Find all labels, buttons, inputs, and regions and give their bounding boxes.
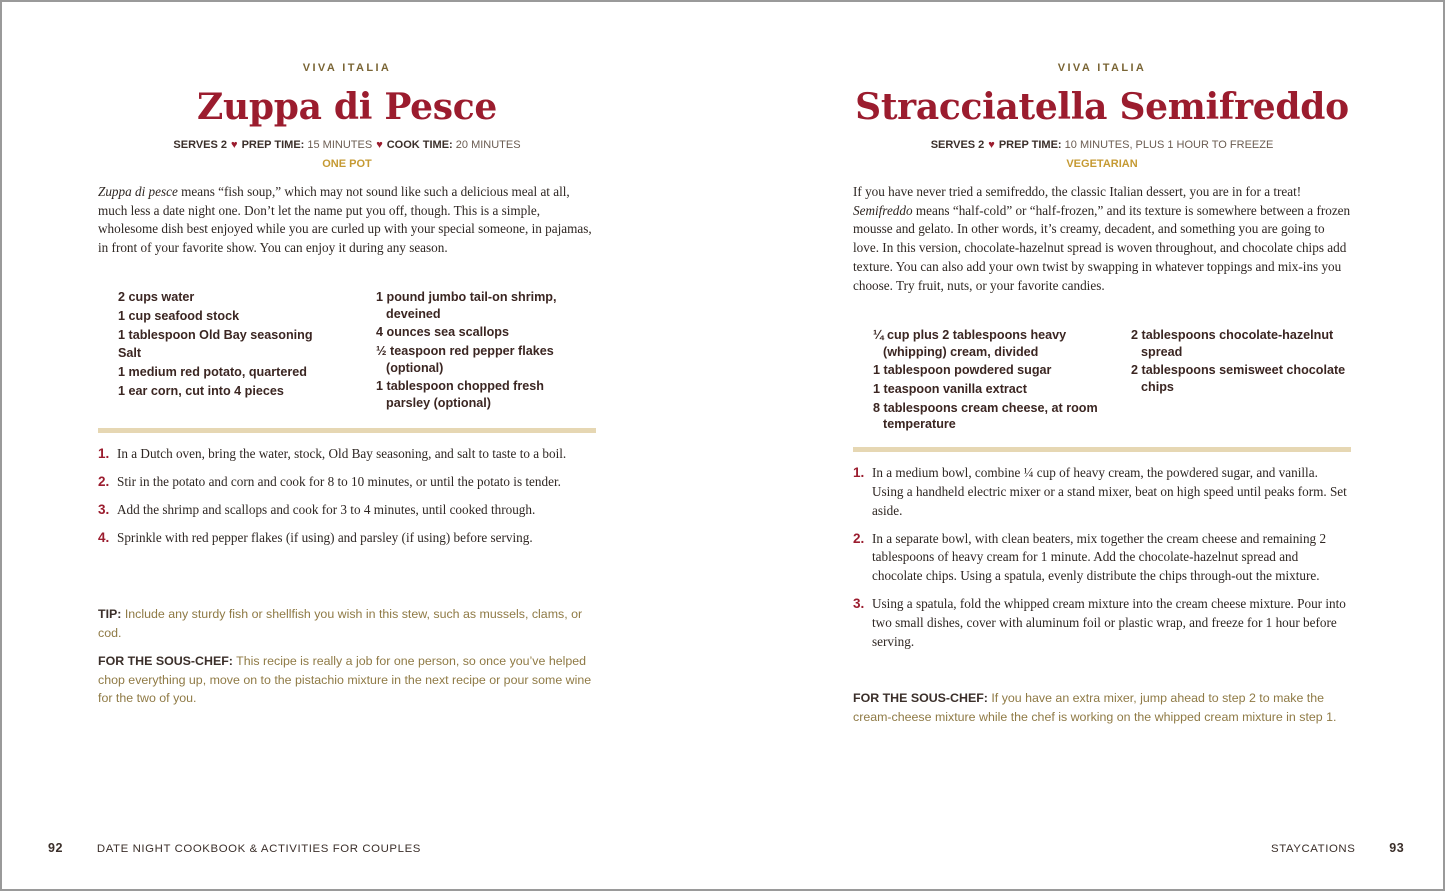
section-kicker: VIVA ITALIA xyxy=(1057,62,1147,74)
step-number: 2. xyxy=(98,473,110,489)
ingredient-item: Salt xyxy=(118,346,142,361)
recipe-intro xyxy=(853,183,1351,295)
recipe-step xyxy=(98,529,596,548)
ingredient-item: 1 ear corn, cut into 4 pieces xyxy=(118,383,284,398)
running-head: STAYCATIONS xyxy=(1271,843,1356,855)
ingredient-item: 1 pound jumbo tail-on shrimp, deveined xyxy=(376,290,557,321)
cook-time-label: COOK TIME: xyxy=(386,139,453,151)
divider-rule xyxy=(853,447,1351,452)
intro-text: means “fish soup,” which may not sound like such a delicious meal at all, much less a date night one. Don’t let the name put you off, though. This is a simple, wholesome dish best enjoyed while you are curled up with your special someone, in pajamas, in front of your favorite show. You can enjoy it during any season. xyxy=(98,184,592,256)
serves-label: SERVES 2 xyxy=(173,139,228,151)
right-folio xyxy=(1271,841,1404,855)
prep-time-label: PREP TIME: xyxy=(998,139,1062,151)
step-text: Sprinkle with red pepper flakes (if using) and parsley (if using) before serving. xyxy=(117,529,533,545)
heart-icon: ♥ xyxy=(376,139,383,151)
step-number: 4. xyxy=(98,529,110,545)
heart-icon: ♥ xyxy=(231,139,238,151)
recipe-step xyxy=(98,501,596,520)
recipe-tag: VEGETARIAN xyxy=(1066,158,1138,170)
ingredient-item: ¼ cup plus 2 tablespoons heavy (whipping) cream, divided xyxy=(873,328,1067,359)
ingredient-item: 1 medium red potato, quartered xyxy=(118,365,307,380)
recipe-intro xyxy=(98,183,596,258)
right-page xyxy=(853,2,1351,889)
ingredients-column-2 xyxy=(376,289,586,414)
recipe-step xyxy=(853,530,1351,586)
ingredient-item: 1 teaspoon vanilla extract xyxy=(873,382,1027,397)
sous-chef-note xyxy=(98,652,596,708)
ingredient-item: ½ teaspoon red pepper flakes (optional) xyxy=(376,344,554,375)
running-head: DATE NIGHT COOKBOOK & ACTIVITIES FOR COUPLES xyxy=(96,843,421,855)
page-number: 93 xyxy=(1389,841,1405,855)
sous-chef-text: This recipe is really a job for one person, so once you’ve helped chop everything up, move on to the pistachio mixture in the next recipe or pour some wine for the two of you. xyxy=(98,654,592,706)
ingredient-item: 1 tablespoon powdered sugar xyxy=(873,363,1052,378)
intro-text-a: If you have never tried a semifreddo, the classic Italian dessert, you are in for a treat! xyxy=(853,184,1302,199)
ingredient-item: 2 tablespoons semisweet chocolate chips xyxy=(1131,363,1346,394)
divider-rule xyxy=(98,428,596,433)
recipe-steps xyxy=(853,464,1351,661)
heart-icon: ♥ xyxy=(988,139,995,151)
step-number: 1. xyxy=(98,446,110,461)
left-folio xyxy=(48,841,421,855)
serves-label: SERVES 2 xyxy=(930,139,985,151)
cook-time-value: 20 MINUTES xyxy=(455,139,521,151)
recipe-step xyxy=(98,473,596,492)
ingredients-column-1 xyxy=(118,289,348,402)
recipe-steps xyxy=(98,445,596,557)
tip-note xyxy=(98,605,596,642)
recipe-title: Stracciatella Semifreddo xyxy=(855,86,1349,128)
intro-text-b: means “half-cold” or “half-frozen,” and its texture is somewhere between a frozen mousse and gelato. In other words, it’s creamy, decadent, and something you are going to love. In this version, chocolate-hazelnut spread is woven throughout, and chocolate chips add texture. You can also add your own twist by swapping in whatever toppings and mix-ins you choose. Try fruit, nuts, or your favorite candies. xyxy=(853,202,1351,293)
section-kicker: VIVA ITALIA xyxy=(302,62,392,74)
recipe-tag: ONE POT xyxy=(322,158,372,170)
prep-time-value: 15 MINUTES xyxy=(307,139,373,151)
step-number: 3. xyxy=(98,501,110,517)
step-text: Using a spatula, fold the whipped cream mixture into the cream cheese mixture. Pour into two small dishes, cover with aluminum foil or plastic wrap, and freeze for 1 hour before serving. xyxy=(872,596,1346,649)
ingredient-item: 2 cups water xyxy=(118,290,195,304)
step-text: In a medium bowl, combine ¼ cup of heavy cream, the powdered sugar, and vanilla. Using a handheld electric mixer or a stand mixer, beat on high speed until peaks form. Set aside. xyxy=(872,465,1347,518)
ingredient-item: 1 tablespoon Old Bay seasoning xyxy=(118,327,313,342)
recipe-meta xyxy=(853,139,1351,151)
ingredient-item: 8 tablespoons cream cheese, at room temperature xyxy=(873,400,1098,432)
ingredient-item: 4 ounces sea scallops xyxy=(376,325,510,340)
recipe-step xyxy=(98,445,596,464)
step-number: 2. xyxy=(853,530,865,546)
step-text: Add the shrimp and scallops and cook for 3 to 4 minutes, until cooked through. xyxy=(117,501,536,517)
sous-chef-note xyxy=(853,689,1351,726)
recipe-step xyxy=(853,595,1351,651)
step-text: In a Dutch oven, bring the water, stock, Old Bay seasoning, and salt to taste to a boil. xyxy=(117,446,567,461)
step-number: 3. xyxy=(853,596,865,612)
ingredients-column-1 xyxy=(873,327,1098,435)
left-page xyxy=(98,2,596,889)
tip-text: Include any sturdy fish or shellfish you wish in this stew, such as mussels, clams, or cod. xyxy=(98,607,583,640)
sous-chef-label: FOR THE SOUS-CHEF: xyxy=(853,691,988,705)
ingredient-item: 1 cup seafood stock xyxy=(118,308,240,323)
step-text: Stir in the potato and corn and cook for 8 to 10 minutes, or until the potato is tender. xyxy=(117,473,561,489)
page-number: 92 xyxy=(48,841,64,855)
ingredient-item: 2 tablespoons chocolate-hazelnut spread xyxy=(1131,328,1334,359)
ingredient-item: 1 tablespoon chopped fresh parsley (optional) xyxy=(376,379,544,410)
prep-time-label: PREP TIME: xyxy=(241,139,305,151)
sous-chef-text: If you have an extra mixer, jump ahead to step 2 to make the cream-cheese mixture while the chef is working on the whipped cream mixture in step 1. xyxy=(853,691,1337,724)
ingredients-column-2 xyxy=(1131,327,1346,398)
recipe-title: Zuppa di Pesce xyxy=(197,86,497,128)
recipe-step xyxy=(853,464,1351,520)
tip-label: TIP: xyxy=(98,607,122,621)
intro-italic: Zuppa di pesce xyxy=(98,184,178,199)
sous-chef-label: FOR THE SOUS-CHEF: xyxy=(98,654,233,668)
intro-italic: Semifreddo xyxy=(853,202,913,218)
step-text: In a separate bowl, with clean beaters, mix together the cream cheese and remaining 2 tablespoons of heavy cream for 1 minute. Add the chocolate-hazelnut spread and chocolate chips. Using a spatula, evenly distribute the chips through-out the mixture. xyxy=(872,530,1327,584)
step-number: 1. xyxy=(853,465,865,480)
recipe-meta xyxy=(98,139,596,151)
prep-time-value: 10 MINUTES, PLUS 1 HOUR TO FREEZE xyxy=(1064,139,1274,151)
